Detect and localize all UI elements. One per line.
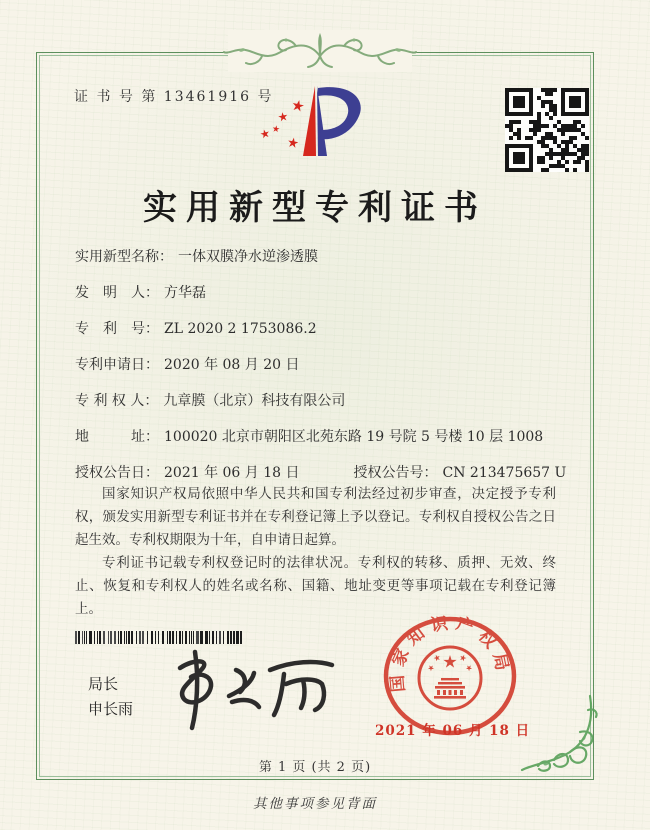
legal-paragraph-1: 国家知识产权局依照中华人民共和国专利法经过初步审查，决定授予专利权，颁发实用新型专利证书并在专利登记簿上予以登记。专利权自授权公告之日起生效。专利权期限为十年，自申请日起算。 bbox=[75, 486, 556, 548]
barcode-bar bbox=[86, 631, 87, 644]
certificate-title: 实用新型专利证书 bbox=[143, 188, 487, 228]
field-value: 方华磊 bbox=[164, 285, 206, 301]
cnipa-logo-icon bbox=[260, 78, 380, 173]
officer-block bbox=[88, 672, 133, 722]
barcode-bar bbox=[84, 631, 85, 644]
field-inventor bbox=[75, 283, 557, 303]
legal-text bbox=[75, 483, 556, 621]
field-value: ZL 2020 2 1753086.2 bbox=[164, 321, 317, 337]
barcode-bar bbox=[124, 631, 125, 644]
barcode-bar bbox=[75, 631, 77, 644]
barcode-bar bbox=[139, 631, 141, 644]
field-value: CN 213475657 U bbox=[442, 465, 567, 481]
field-value: 100020 北京市朝阳区北苑东路 19 号院 5 号楼 10 层 1008 bbox=[164, 429, 544, 445]
barcode-bar bbox=[118, 631, 119, 644]
field-patentee bbox=[75, 391, 557, 411]
page-number: 第 1 页 (共 2 页) bbox=[258, 760, 372, 775]
svg-text:国家知识产权局 bbox=[387, 613, 513, 693]
field-address bbox=[75, 427, 557, 447]
footer-note: 其他事项参见背面 bbox=[253, 796, 377, 812]
field-grant-row bbox=[75, 463, 567, 483]
field-label: 专 利 号： bbox=[75, 321, 159, 337]
barcode-bar bbox=[126, 631, 127, 644]
field-label: 授权公告日： bbox=[75, 465, 159, 481]
field-label: 发 明 人： bbox=[75, 285, 159, 301]
field-grant-number bbox=[354, 463, 567, 483]
barcode-bar bbox=[142, 631, 144, 644]
field-value: 2020 年 08 月 20 日 bbox=[164, 357, 300, 373]
field-utility-model-name bbox=[75, 247, 557, 267]
qr-module bbox=[585, 168, 589, 172]
field-value: 2021 年 06 月 18 日 bbox=[164, 465, 300, 481]
barcode-bar bbox=[131, 631, 133, 644]
seal-date: 2021 年 06 月 18 日 bbox=[375, 723, 531, 739]
barcode-bar bbox=[128, 631, 130, 644]
field-value: 九章膜（北京）科技有限公司 bbox=[163, 393, 346, 409]
barcode-bar bbox=[89, 631, 92, 644]
certificate-number: 证 书 号 第 13461916 号 bbox=[74, 89, 274, 105]
barcode-bar bbox=[110, 631, 112, 644]
barcode-bar bbox=[99, 631, 101, 644]
barcode-bar bbox=[94, 631, 95, 644]
barcode-bar bbox=[147, 631, 148, 644]
national-emblem-icon bbox=[419, 647, 481, 709]
officer-name: 申长雨 bbox=[88, 700, 134, 718]
barcode-bar bbox=[78, 631, 80, 644]
field-label: 专利申请日： bbox=[75, 357, 159, 373]
barcode-bar bbox=[108, 631, 109, 644]
barcode-bar bbox=[114, 631, 116, 644]
ornament-top-icon bbox=[222, 30, 418, 72]
barcode-bar bbox=[82, 631, 83, 644]
field-label: 授权公告号： bbox=[353, 465, 438, 481]
field-grant-date bbox=[75, 463, 300, 483]
certificate-fields bbox=[75, 247, 567, 483]
field-filing-date bbox=[75, 355, 557, 375]
field-label: 地 址： bbox=[75, 429, 159, 445]
field-label: 实用新型名称： bbox=[75, 249, 173, 265]
field-patent-number bbox=[75, 319, 557, 339]
legal-paragraph-2: 专利证书记载专利权登记时的法律状况。专利权的转移、质押、无效、终止、恢复和专利权人的姓名或名称、国籍、地址变更等事项记载在专利登记簿上。 bbox=[75, 555, 556, 617]
barcode-bar bbox=[120, 631, 122, 644]
barcode-bar bbox=[136, 631, 137, 644]
qr-code bbox=[505, 88, 589, 172]
field-value: 一体双膜净水逆渗透膜 bbox=[178, 249, 318, 265]
director-signature bbox=[150, 638, 345, 733]
barcode-bar bbox=[97, 631, 98, 644]
officer-title: 局长 bbox=[88, 675, 119, 693]
barcode-bar bbox=[103, 631, 105, 644]
seal-text: 国家知识产权局 bbox=[387, 612, 514, 693]
field-label: 专 利 权 人： bbox=[75, 393, 159, 409]
